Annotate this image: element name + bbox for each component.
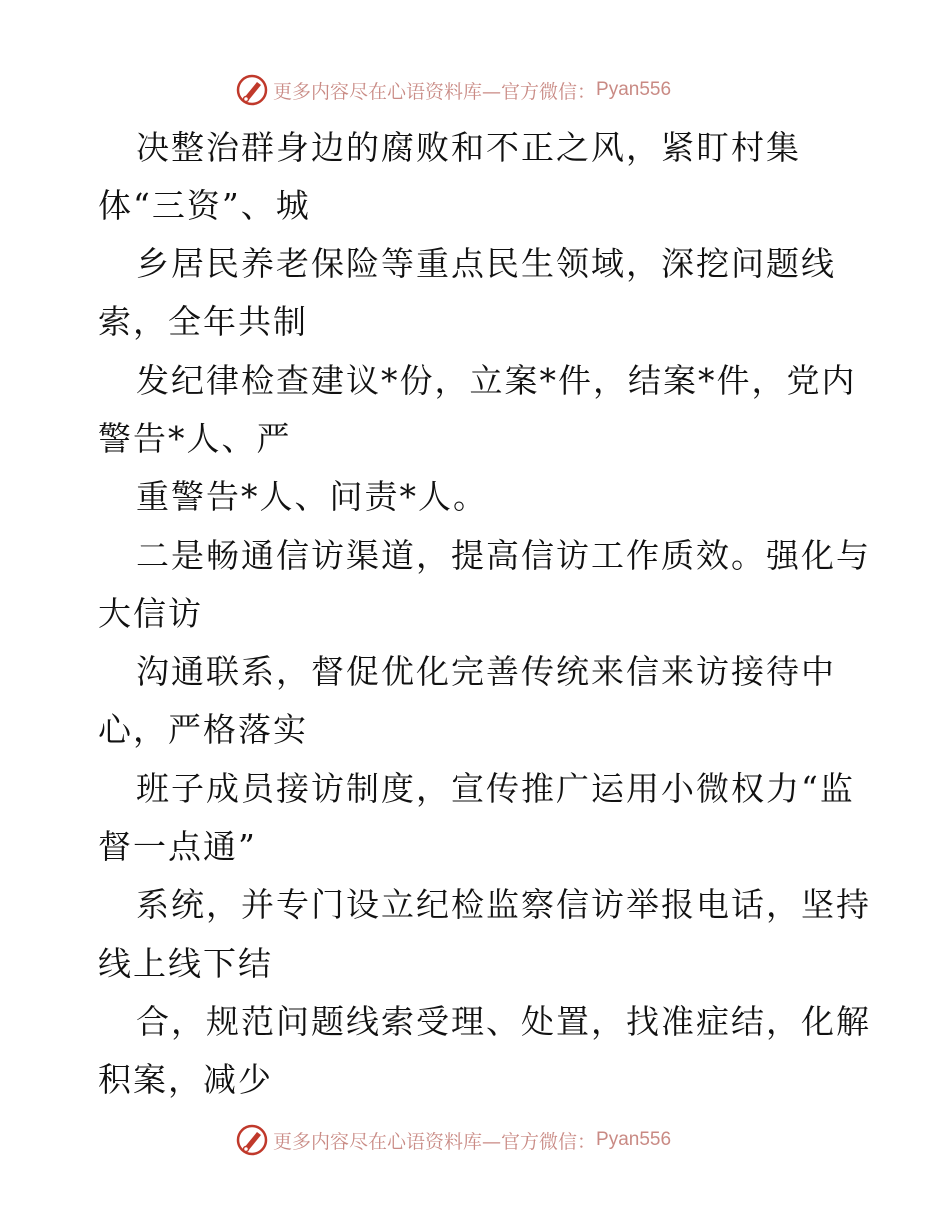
body-line: 二是畅通信访渠道，提高信访工作质效。强化与 — [136, 536, 871, 575]
body-line: 大信访 — [98, 594, 203, 633]
pen-nib-logo-icon — [235, 73, 269, 107]
watermark-account: Pyan556 — [596, 79, 672, 100]
footer-watermark — [235, 1122, 671, 1158]
body-line: 索，全年共制 — [98, 302, 308, 341]
body-line: 系统，并专门设立纪检监察信访举报电话，坚持 — [136, 885, 871, 924]
body-line: 警告*人、严 — [98, 419, 292, 458]
body-line: 乡居民养老保险等重点民生领域，深挖问题线 — [136, 244, 836, 283]
body-line: 重警告*人、问责*人。 — [136, 477, 488, 516]
header-watermark — [235, 72, 671, 108]
body-line: 线上线下结 — [98, 944, 273, 983]
body-line: 积案，减少 — [98, 1060, 273, 1099]
body-line: 班子成员接访制度，宣传推广运用小微权力“监 — [136, 769, 855, 808]
body-line: 合，规范问题线索受理、处置，找准症结，化解 — [136, 1002, 871, 1041]
body-line: 沟通联系，督促优化完善传统来信来访接待中 — [136, 652, 836, 691]
body-line: 心，严格落实 — [98, 710, 308, 749]
pen-nib-logo-icon — [235, 1123, 269, 1157]
watermark-account: Pyan556 — [596, 1129, 672, 1150]
watermark-text: 更多内容尽在心语资料库—官方微信： — [273, 80, 597, 103]
watermark-text: 更多内容尽在心语资料库—官方微信： — [273, 1130, 597, 1153]
body-line: 督一点通” — [98, 827, 257, 866]
body-line: 决整治群身边的腐败和不正之风，紧盯村集 — [136, 128, 801, 167]
body-line: 体“三资”、城 — [98, 186, 311, 225]
body-line: 发纪律检查建议*份，立案*件，结案*件，党内 — [136, 361, 857, 400]
